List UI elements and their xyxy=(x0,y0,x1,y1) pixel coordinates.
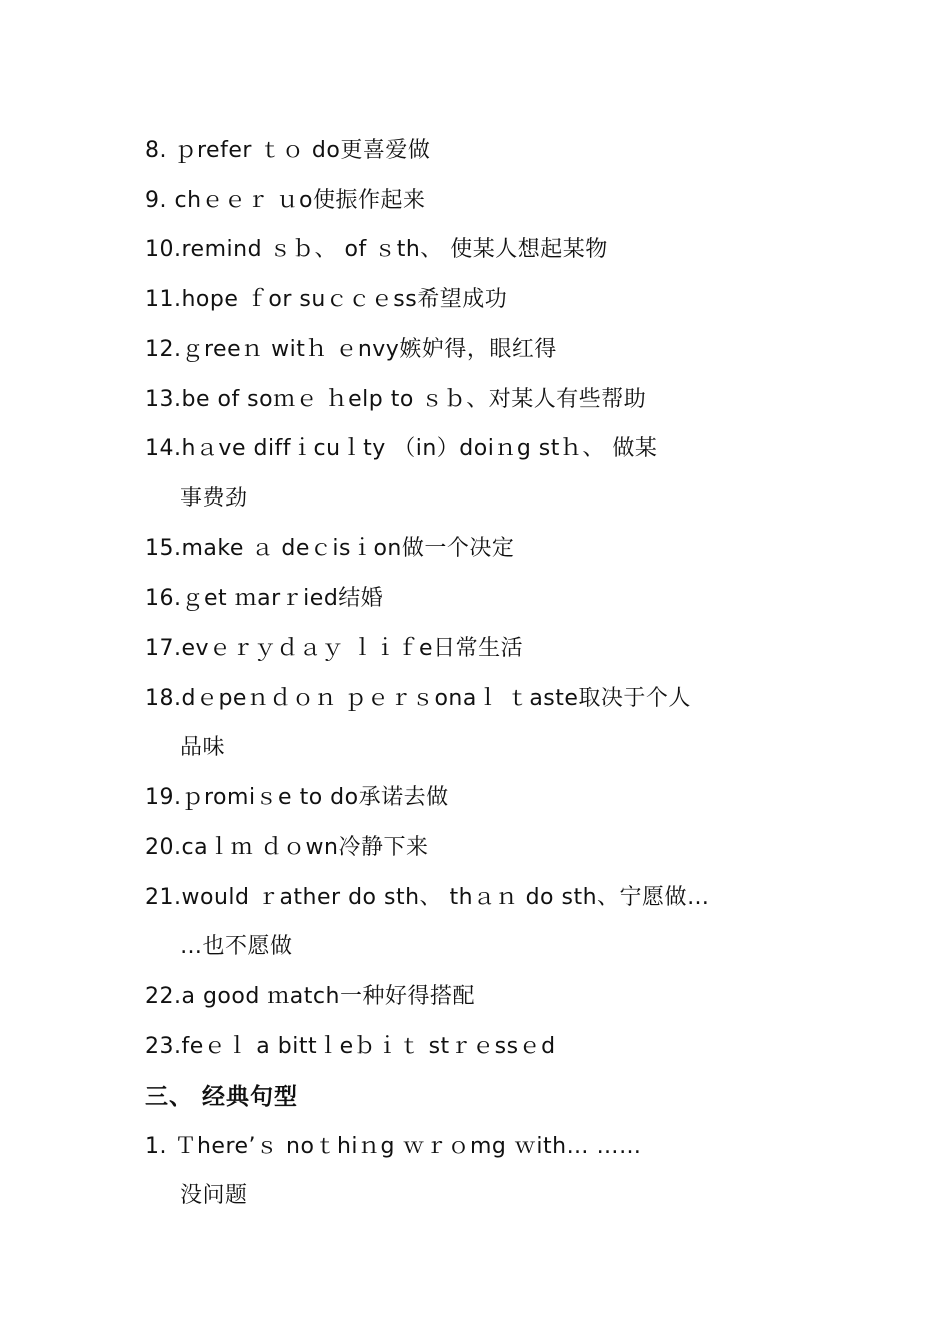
phrase-item-21-continuation: …也不愿做 xyxy=(180,934,293,959)
phrase-item-22: 22.a good ｍatch一种好得搭配 xyxy=(145,984,475,1009)
phrase-item-10: 10.remind ｓｂ、 of ｓth、 使某人想起某物 xyxy=(145,237,608,262)
phrase-item-23: 23.feｅｌ a bittｌeｂｉｔ stｒｅssｅd xyxy=(145,1034,556,1059)
phrase-item-21: 21.would ｒather do sth、 thａｎ do sth、宁愿做… xyxy=(145,885,710,910)
phrase-item-9: 9. chｅｅｒ ｕo使振作起来 xyxy=(145,188,426,213)
phrase-item-14-continuation: 事费劲 xyxy=(180,486,248,511)
phrase-item-18: 18.dｅpeｎｄｏｎ ｐｅｒｓonaｌ ｔaste取决于个人 xyxy=(145,686,691,711)
phrase-item-14: 14.hａve diffｉcuｌty （in）doiｎg stｈ、 做某 xyxy=(145,436,658,461)
phrase-item-16: 16.ｇet ｍarｒied结婚 xyxy=(145,586,384,611)
phrase-item-11: 11.hope ｆor suｃｃｅss希望成功 xyxy=(145,287,508,312)
phrase-item-19: 19.ｐromiｓe to do承诺去做 xyxy=(145,785,449,810)
phrase-item-8: 8. ｐrefer ｔｏ do更喜爱做 xyxy=(145,138,431,163)
section-heading: 三、 经典句型 xyxy=(145,1084,299,1110)
phrase-item-18-continuation: 品味 xyxy=(180,735,226,760)
phrase-item-20: 20.caｌｍ ｄｏwn冷静下来 xyxy=(145,835,429,860)
phrase-item-12: 12.ｇreeｎ witｈ ｅnvy嫉妒得，眼红得 xyxy=(145,337,557,362)
sentence-item-1-continuation: 没问题 xyxy=(180,1183,248,1208)
sentence-item-1: 1. Ｔhere’ｓ noｔhiｎg ｗｒｏmg ｗith… …… xyxy=(145,1134,642,1159)
phrase-item-13: 13.be of soｍｅ ｈelp to ｓｂ、对某人有些帮助 xyxy=(145,387,647,412)
phrase-item-15: 15.make ａ deｃisｉon做一个决定 xyxy=(145,536,515,561)
phrase-item-17: 17.evｅｒｙｄａｙ ｌｉｆe日常生活 xyxy=(145,636,524,661)
